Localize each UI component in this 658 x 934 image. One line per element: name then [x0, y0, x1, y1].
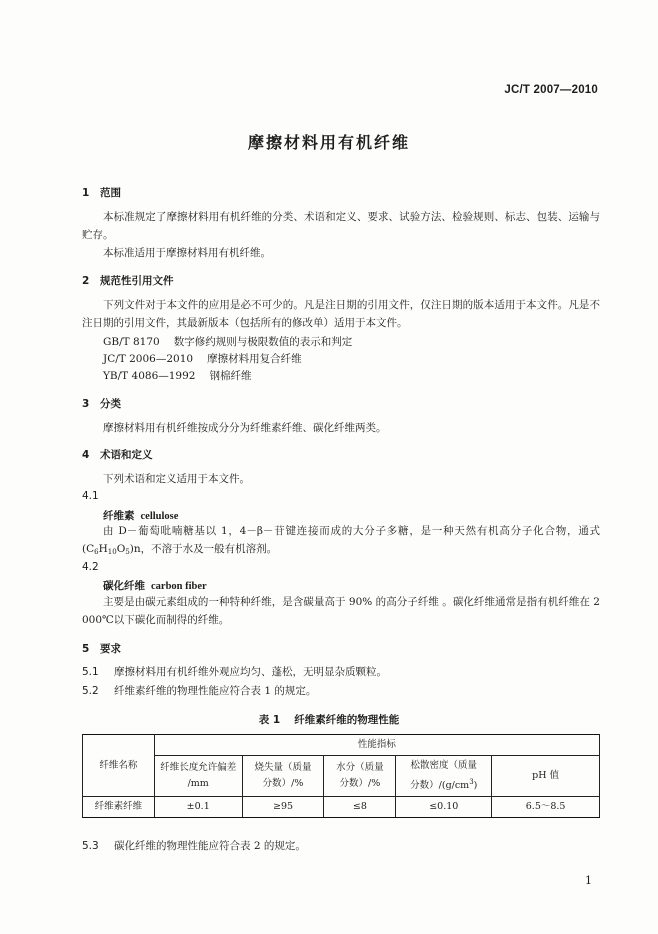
section-title: 分类: [100, 398, 121, 410]
term-cellulose: [103, 508, 178, 523]
table-header-row: [83, 735, 600, 756]
section-number: 2: [82, 275, 90, 287]
header-cell: 烧失量（质量 分数）/%: [242, 756, 324, 797]
header-cell: 纤维长度允许偏差 /mm: [154, 756, 242, 797]
section-1-heading: [82, 185, 121, 200]
section-5-heading: [82, 641, 121, 656]
section-number: 1: [82, 187, 90, 199]
section-4-heading: [82, 447, 153, 462]
term-zh: 碳化纤维: [103, 580, 145, 592]
header-cell: 松散密度（质量 分数）$/(g/cm^3)$: [396, 756, 492, 797]
ref-item: [103, 334, 352, 349]
header-cell: 水分（质量 分数）/%: [324, 756, 396, 797]
section-title: 术语和定义: [100, 449, 153, 461]
term-zh: 纤维素: [103, 510, 135, 522]
ref-item: [103, 368, 251, 383]
section-title: 规范性引用文件: [100, 275, 174, 287]
ref-item: [103, 351, 302, 366]
row-fiber-name: 纤维素纤维: [83, 797, 155, 818]
standard-code: JC/T 2007—2010: [504, 84, 598, 96]
section-number: 5: [82, 643, 90, 655]
clause-number: 4.1: [82, 490, 99, 502]
classification-paragraph: 摩擦材料用有机纤维按成分分为纤维素纤维、碳化纤维两类。: [103, 422, 387, 434]
table-cell: ≤8: [324, 797, 396, 818]
term-en: cellulose: [140, 511, 179, 522]
table-label: 表 1: [258, 714, 281, 726]
carbon-fiber-definition: 主要是由碳元素组成的一种特种纤维，是含碳量高于 90% 的高分子纤维 。碳化纤维通常是指有机纤维在 2 000℃以下碳化而制得的纤维。: [82, 596, 600, 626]
table-1-title: [0, 712, 658, 727]
page-number: 1: [585, 874, 592, 887]
section-title: 范围: [100, 187, 121, 199]
header-cell: pH 值: [492, 756, 600, 797]
refs-paragraph: 下列文件对于本文件的应用是必不可少的。凡是注日期的引用文件，仅注日期的版本适用于本文件。凡是不注日期的引用文件，其最新版本（包括所有的修改单）适用于本文件。: [82, 299, 600, 329]
table-cell: 6.5～8.5: [492, 797, 600, 818]
ref-name: 数字修约规则与极限数值的表示和判定: [173, 336, 353, 348]
table-cell: ≤0.10: [396, 797, 492, 818]
table-row: [83, 797, 600, 818]
ref-name: 摩擦材料用复合纤维: [207, 353, 302, 365]
section-number: 3: [82, 398, 90, 410]
clause-number: 4.2: [82, 561, 99, 573]
requirement-5-3: 5.3 碳化纤维的物理性能应符合表 2 的规定。: [82, 840, 306, 852]
table-subheader-row: [83, 756, 600, 797]
table-caption: 纤维素纤维的物理性能: [294, 714, 400, 726]
cellulose-definition: 由 D－葡萄吡喃糖基以 1，4－β－苷键连接而成的大分子多糖，是一种天然有机高分子化合物，通式$(C_6H_{10}O_5)n$，不溶于水及一般有机溶剂。: [82, 525, 600, 556]
scope-paragraph-1: 本标准规定了摩擦材料用有机纤维的分类、术语和定义、要求、试验方法、检验规则、标志、包装、运输与贮存。: [82, 211, 600, 241]
ref-code: GB/T 8170: [103, 336, 160, 348]
ref-code: YB/T 4086—1992: [103, 370, 196, 382]
scope-paragraph-2: 本标准适用于摩擦材料用有机纤维。: [103, 247, 271, 259]
section-2-heading: [82, 273, 174, 288]
section-3-heading: [82, 396, 121, 411]
document-title: 摩擦材料用有机纤维: [247, 133, 410, 152]
section-title: 要求: [100, 643, 121, 655]
requirement-5-1: 5.1 摩擦材料用有机纤维外观应均匀、蓬松，无明显杂质颗粒。: [82, 666, 387, 678]
ref-name: 钢棉纤维: [209, 370, 252, 382]
terms-intro: 下列术语和定义适用于本文件。: [103, 473, 250, 485]
ref-code: JC/T 2006—2010: [103, 353, 194, 365]
table-cell: ≥95: [242, 797, 324, 818]
requirement-5-2: 5.2 纤维素纤维的物理性能应符合表 1 的规定。: [82, 685, 317, 697]
term-carbon-fiber: [103, 578, 207, 593]
table-cell: ±0.1: [154, 797, 242, 818]
section-number: 4: [82, 449, 90, 461]
header-group: 性能指标: [154, 735, 599, 756]
table-1: [82, 734, 600, 818]
term-en: carbon fiber: [151, 581, 207, 592]
header-fiber-name: 纤维名称: [83, 735, 155, 797]
